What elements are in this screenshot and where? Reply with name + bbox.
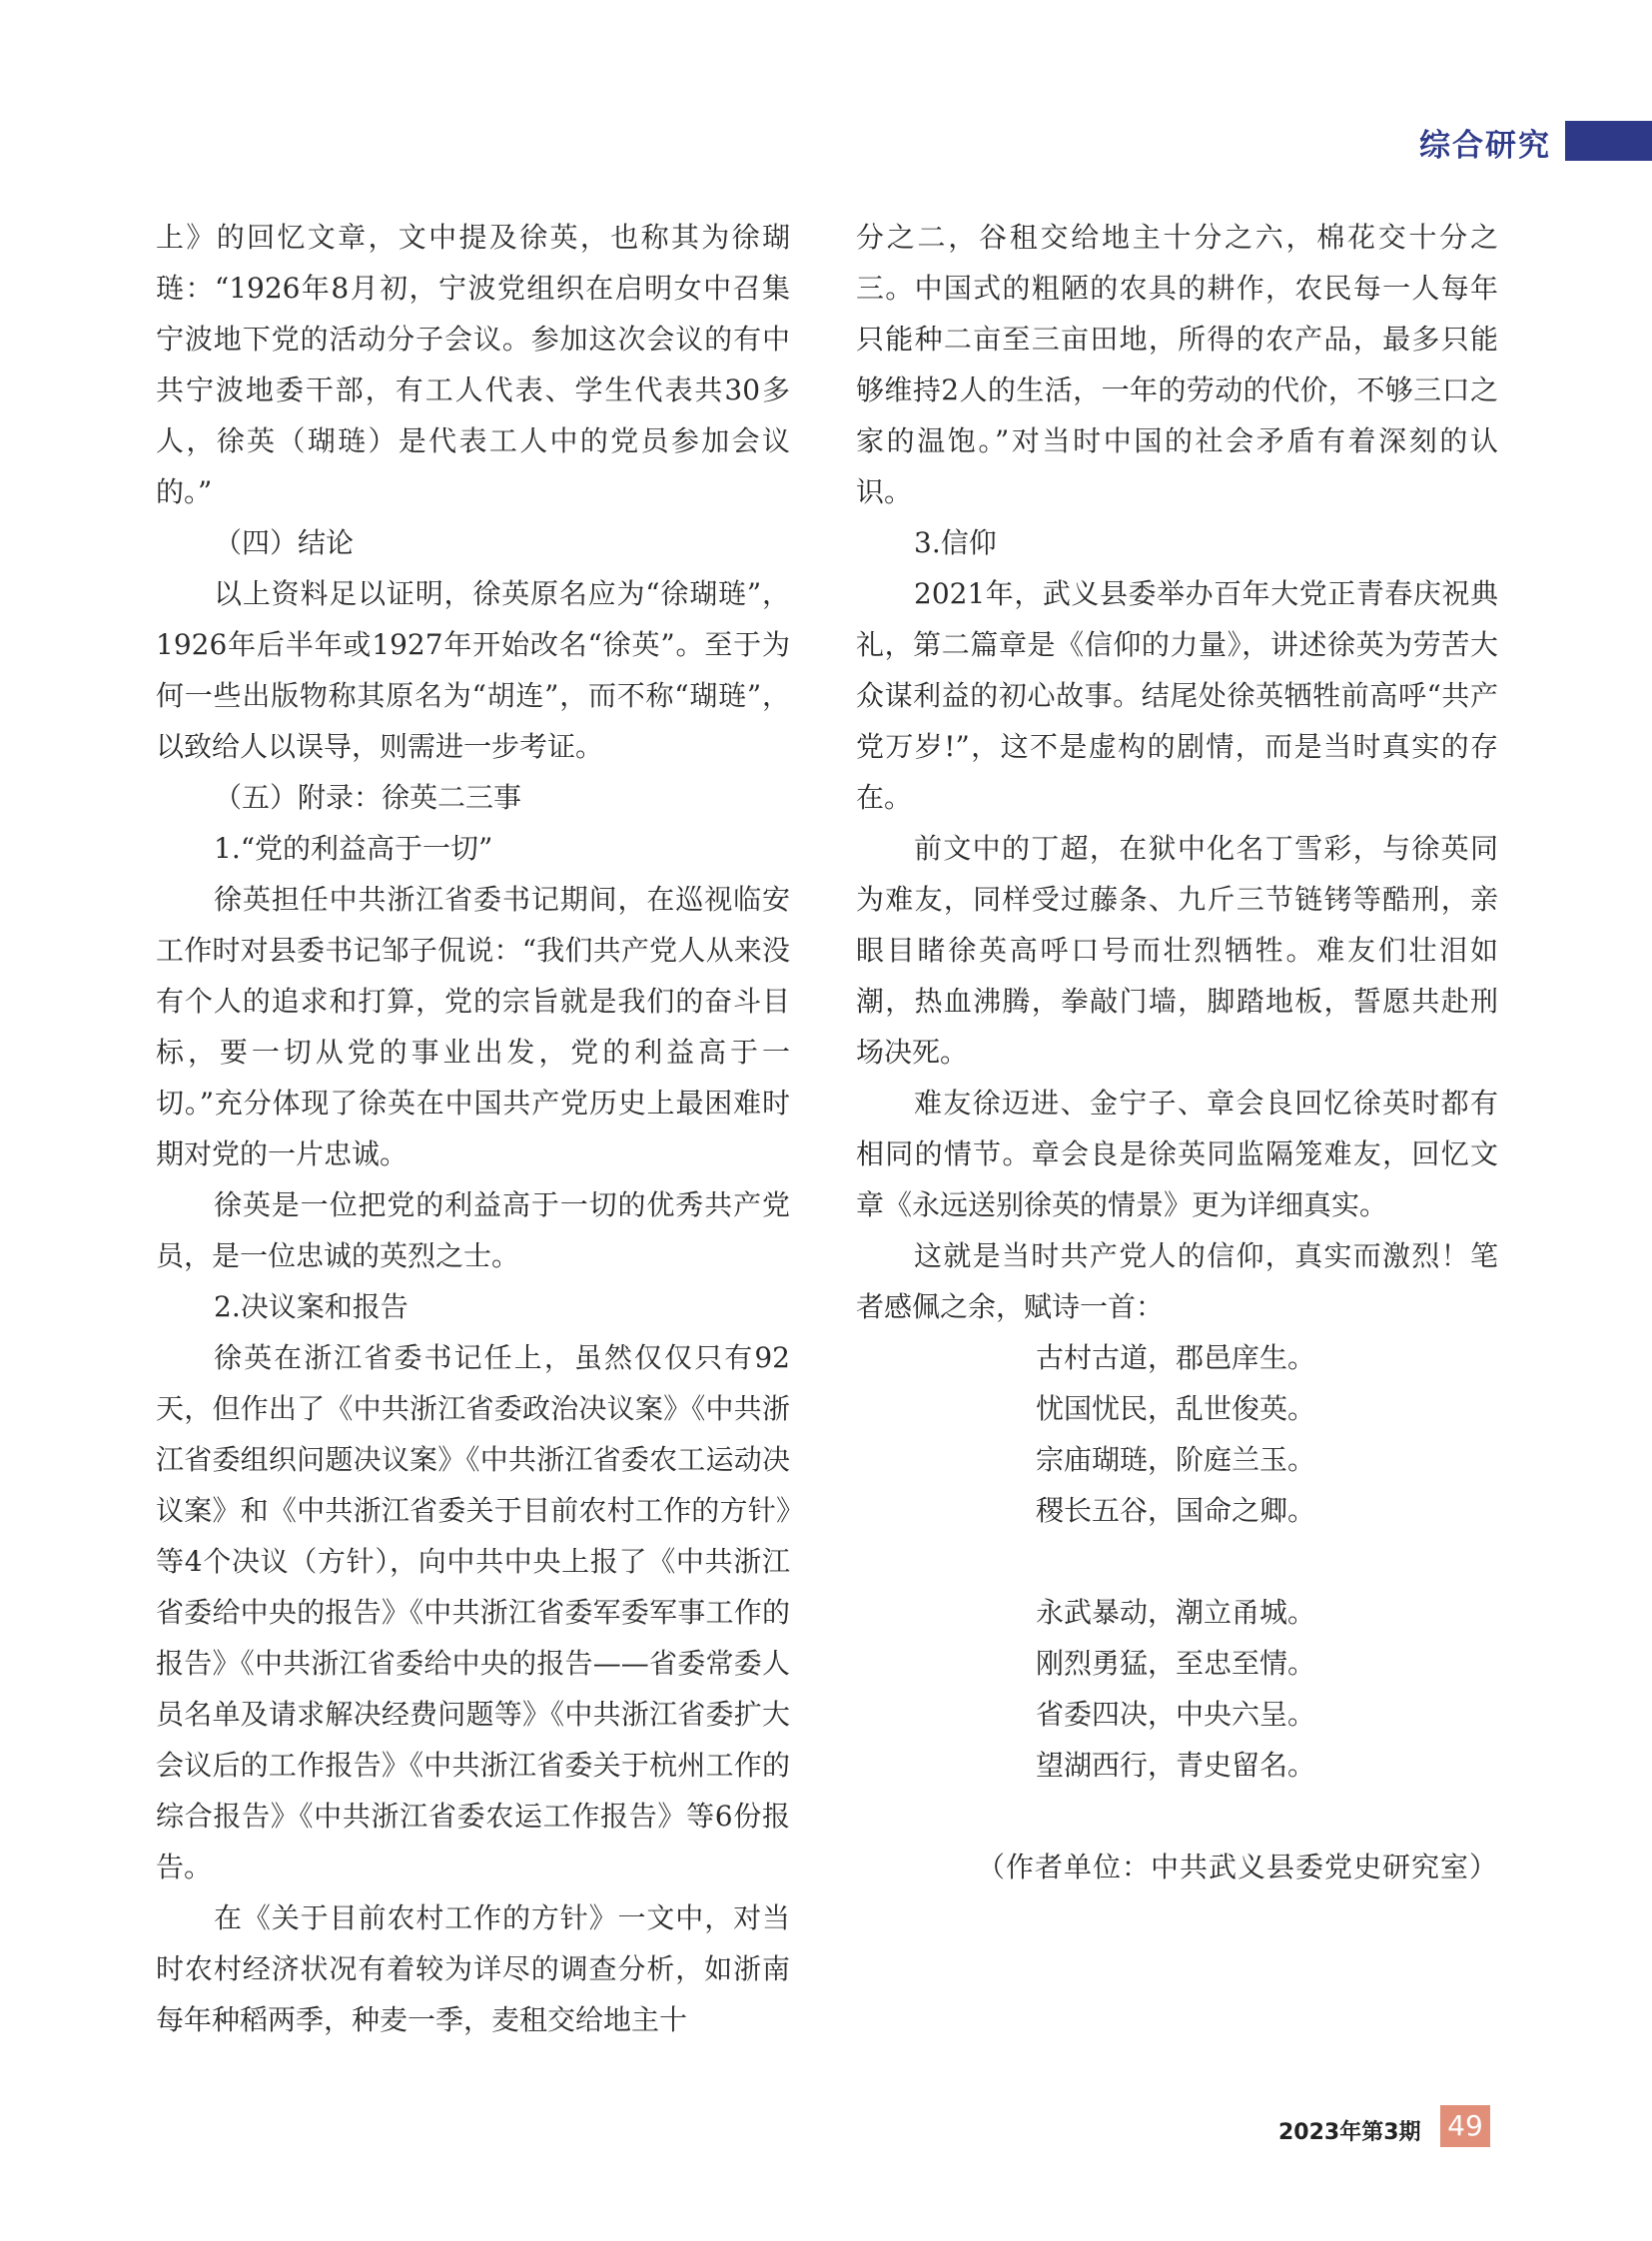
paragraph: 徐英是一位把党的利益高于一切的优秀共产党员，是一位忠诚的英烈之士。: [156, 1188, 790, 1272]
poem-line: 望湖西行，青史留名。: [1036, 1749, 1316, 1782]
section-title: 综合研究: [1419, 128, 1551, 164]
paragraph: 以上资料足以证明，徐英原名应为“徐瑚琏”，1926年后半年或1927年开始改名“徐英”。至于为何一些出版物称其原名为“胡连”，而不称“瑚琏”，以致给人以误导，则需进一步考证。: [156, 577, 790, 763]
subheading-resolutions: 2.决议案和报告: [214, 1290, 409, 1323]
poem-line: 省委四决，中央六呈。: [1036, 1698, 1316, 1731]
paragraph: 这就是当时共产党人的信仰，真实而激烈！笔者感佩之余，赋诗一首：: [856, 1239, 1498, 1323]
section-heading-appendix: （五）附录：徐英二三事: [214, 781, 522, 814]
section-color-bar: [1565, 121, 1652, 161]
left-column: [156, 212, 790, 2045]
paragraph: 在《关于目前农村工作的方针》一文中，对当时农村经济状况有着较为详尽的调查分析，如浙南每年种稻两季，种麦一季，麦租交给地主十: [156, 1901, 790, 2036]
poem-line: 刚烈勇猛，至忠至情。: [1036, 1647, 1316, 1680]
paragraph: 2021年，武义县委举办百年大党正青春庆祝典礼，第二篇章是《信仰的力量》，讲述徐英为劳苦大众谋利益的初心故事。结尾处徐英牺牲前高呼“共产党万岁!”，这不是虚构的剧情，而是当时真实的存在。: [856, 577, 1498, 814]
paragraph-continued: 分之二，谷租交给地主十分之六，棉花交十分之三。中国式的粗陋的农具的耕作，农民每一人每年只能种二亩至三亩田地，所得的农产品，最多只能够维持2人的生活，一年的劳动的代价，不够三口之家的温饱。”对当时中国的社会矛盾有着深刻的认识。: [856, 221, 1498, 508]
poem-line: 稷长五谷，国命之卿。: [1036, 1494, 1316, 1527]
paragraph: 前文中的丁超，在狱中化名丁雪彩，与徐英同为难友，同样受过藤条、九斤三节链铐等酷刑，亲眼目睹徐英高呼口号而壮烈牺牲。难友们壮泪如潮，热血沸腾，拳敲门墙，脚踏地板，誓愿共赴刑场决死。: [856, 832, 1498, 1069]
poem-line: 永武暴动，潮立甬城。: [1036, 1596, 1316, 1629]
right-column: [856, 212, 1498, 1892]
paragraph: 徐英在浙江省委书记任上，虽然仅仅只有92天，但作出了《中共浙江省委政治决议案》《中共浙江省委组织问题决议案》《中共浙江省委农工运动决议案》和《中共浙江省委关于目前农村工作的方针》等4个决议（方针），向中共中央上报了《中共浙江省委给中央的报告》《中共浙江省委军委军事工作的报告》《中共浙江省委给中央的报告——省委常委人员名单及请求解决经费问题等》《中共浙江省委扩大会议后的工作报告》《中共浙江省委关于杭州工作的综合报告》《中共浙江省委农运工作报告》等6份报告。: [156, 1341, 790, 1883]
author-affiliation: （作者单位：中共武义县委党史研究室）: [976, 1851, 1498, 1883]
paragraph-continued: 上》的回忆文章，文中提及徐英，也称其为徐瑚琏：“1926年8月初，宁波党组织在启明女中召集宁波地下党的活动分子会议。参加这次会议的有中共宁波地委干部，有工人代表、学生代表共30多人，徐英（瑚琏）是代表工人中的党员参加会议的。”: [156, 221, 790, 508]
subheading-faith: 3.信仰: [914, 526, 997, 559]
section-heading-conclusion: （四）结论: [214, 526, 355, 559]
paragraph: 难友徐迈进、金宁子、章会良回忆徐英时都有相同的情节。章会良是徐英同监隔笼难友，回忆文章《永远送别徐英的情景》更为详细真实。: [856, 1087, 1498, 1221]
poem-line: 古村古道，郡邑庠生。: [1036, 1341, 1316, 1374]
issue-label: 2023年第3期: [1278, 2120, 1421, 2145]
poem-line: 忧国忧民，乱世俊英。: [1036, 1392, 1316, 1425]
page-number: 49: [1440, 2105, 1490, 2147]
paragraph: 徐英担任中共浙江省委书记期间，在巡视临安工作时对县委书记邹子侃说：“我们共产党人从来没有个人的追求和打算，党的宗旨就是我们的奋斗目标，要一切从党的事业出发，党的利益高于一切。”充分体现了徐英在中国共产党历史上最困难时期对党的一片忠诚。: [156, 883, 790, 1170]
poem-line: 宗庙瑚琏，阶庭兰玉。: [1036, 1443, 1316, 1476]
subheading-party-interest: 1.“党的利益高于一切”: [214, 832, 493, 865]
